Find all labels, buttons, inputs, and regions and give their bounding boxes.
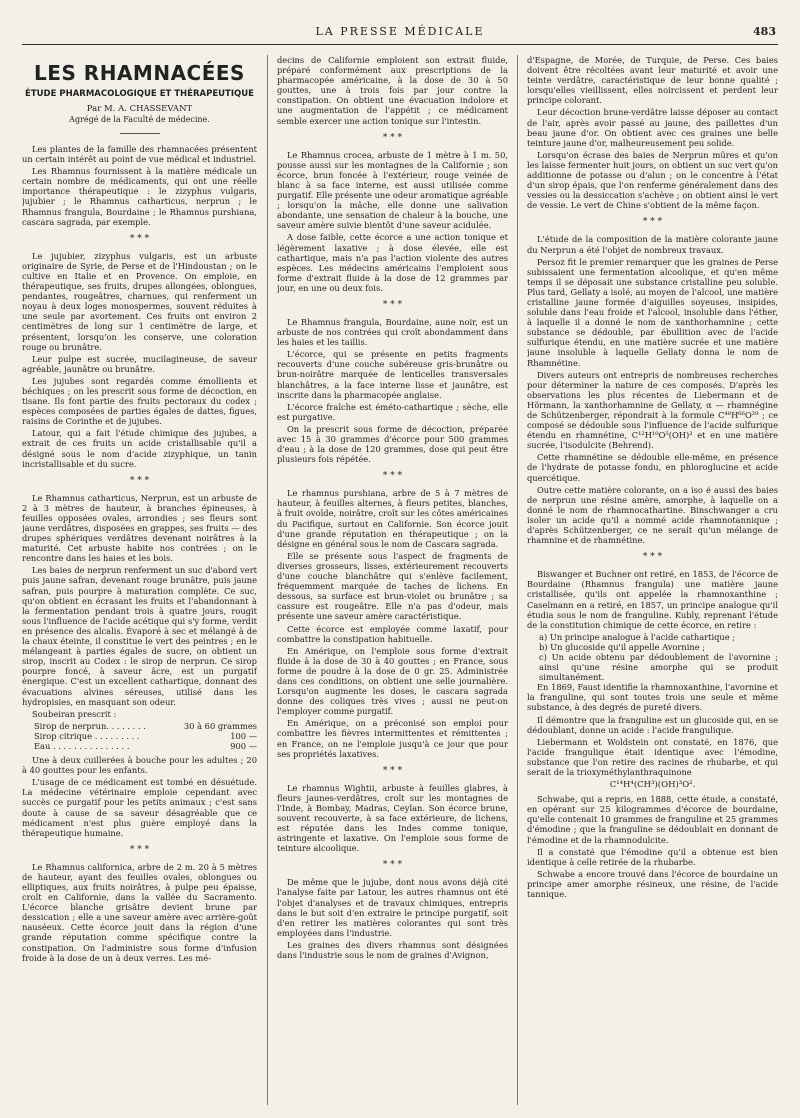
paragraph: On la prescrit sous forme de décoction, préparée avec 15 à 30 grammes d'écorce pour 500 grammes d'eau ; à la dose de 120 grammes, dose qui peut être plusieurs fois répétée. [277,423,508,465]
paragraph: A dose faible, cette écorce a une action tonique et légèrement laxative ; à dose élevée, elle est cathartique, mais n'a pas l'action violente des autres espèces. Les médecins américains l'emploient sous forme d'extrait fluide à la dose de 12 grammes par jour, en une ou deux fois. [277,232,508,293]
article-affiliation: Agrégé de la Faculté de médecine. [69,115,210,124]
section-separator: * * * [382,860,403,871]
paragraph: Lorsqu'on écrase des baies de Nerprun mûres et qu'on les laisse fermenter huit jours, on obtient un suc vert qu'on additionne de potasse ou d'alun ; on le concentre à l'état d'un sirop épais, que l'on renferme généralement dans des vessies ou la dessiccation s'achève ; on obtient ainsi le vert de vessie. Le vert de Chine s'obtient de la même façon. [527,149,778,211]
list-item: b) Un glucoside qu'il appelle Avornine ; [539,641,706,652]
section-separator: * * * [642,552,663,563]
recipe-item: Sirop de nerprun. . . . . . . . [34,720,146,731]
paragraph: d'Espagne, de Morée, de Turquie, de Perse. Ces baies doivent être récoltées avant leur maturité et avoir une teinte verdâtre, caractéristique de leur bonne qualité ; lorsqu'elles vieillissent, elles noircissent et perdent leur principe colorant. [527,55,778,106]
recipe-row [34,731,257,741]
paragraph: Latour, qui a fait l'étude chimique des jujubes, a extrait de ces fruits un acide cristallisable qu'il a désigné sous le nom d'acide zizyphique, un tanin incristallisable et du sucre. [22,428,257,469]
paragraph: Les baies de nerprun renferment un suc d'abord vert puis jaune safran, devenant rouge brunâtre, puis jaune safran, puis pourpre à maturation complète. Ce suc, qu'on obtient en écrasant les fruits et l'abandonnant à la fermentation pendant trois à quatre jours, rougit sous l'influence de l'acide acétique qui s'y forme, verdit en présence des alcalis. Évaporé à sec et mélangé à de la chaux éteinte, il constitue le vert des peintres ; en le mélangeant à parties égales de sucre, on obtient un sirop, inscrit au Codex : le sirop de nerprun. Ce sirop pourpre foncé, à saveur âcre, est un purgatif énergique. C'est un excellent cathartique, donnant des évacuations alvines séreuses, utilisé dans les hydropisies, en masquant son odeur. [22,565,257,707]
paragraph: L'étude de la composition de la matière colorante jaune du Nerprun a été l'objet de nombreux travaux. [527,234,778,255]
paragraph: De même que le jujube, dont nous avons déjà cité l'analyse faite par Latour, les autres rhamnus ont été l'objet d'analyses et de travaux chimiques, entrepris dans le but soit d'en extraire le principe purgatif, soit d'en retirer les matières colorantes qui sont très employées dans l'industrie. [277,877,508,938]
section-separator: * * * [642,217,663,228]
list-item: c) Un acide obtenu par dédoublement de l'avornine ; ainsi qu'une résine amorphe qui se produit simultanément. [539,651,778,683]
paragraph: Leur pulpe est sucrée, mucilagineuse, de saveur agréable, jaunâtre ou brunâtre. [22,353,257,374]
title-rule [120,133,160,134]
chemical-formula: C¹⁴H⁴(CH³)(OH)³O². [609,780,696,791]
section-separator: * * * [382,765,403,776]
paragraph: Schwabe, qui a repris, en 1888, cette étude, a constaté, en opérant sur 25 kilogrammes d'écorce de bourdaine, qu'elle contenait 10 grammes de franguline et 25 grammes d'émodine ; que la franguline se dédoublait en donnant de l'émodine et de la rhamnodulcite. [527,794,778,845]
paragraph: Elle se présente sous l'aspect de fragments de diverses grosseurs, lisses, extérieurement recouverts d'une couche blanchâtre qui s'enlève facilement, fréquemment marquée de taches de lichens. En dessous, sa surface est brun-violet ou brunâtre ; sa cassure est rougeâtre. Elle n'a pas d'odeur, mais présente une saveur amère caractéristique. [277,550,508,622]
article-subtitle: ÉTUDE PHARMACOLOGIQUE ET THÉRAPEUTIQUE [25,89,254,99]
article-author: Par M. A. CHASSEVANT [86,104,193,114]
section-separator: * * * [129,233,150,244]
list-item: a) Un principe analogue à l'acide cathartique ; [539,631,736,642]
page-number: 483 [753,25,776,38]
section-separator: * * * [382,471,403,482]
paragraph: Les plantes de la famille des rhamnacées présentent un certain intérêt au point de vue médical et industriel. [22,144,257,165]
paragraph: Soubeiran prescrit : [32,708,117,719]
paragraph: Le rhamnus purshiana, arbre de 5 à 7 mètres de hauteur, à feuilles alternes, à fleurs petites, blanches, à fruit ovoïde, noirâtre, croît sur les côtes américaines du Pacifique, surtout en Californie. Son écorce jouit d'une grande réputation en thérapeutique ; on la désigne en général sous le nom de Cascara sagrada. [277,488,508,549]
paragraph: En Amérique, on l'emploie sous forme d'extrait fluide à la dose de 30 à 40 gouttes ; en France, sous forme de poudre à la dose de 0 gr. 25. Administrée dans ces conditions, on obtient une selle journalière. Lorsqu'on augmente les doses, le cascara sagrada donne des coliques très vives ; aussi ne peut-on l'employer comme purgatif. [277,645,508,717]
paragraph: Le Rhamnus frangula, Bourdaine, aune noir, est un arbuste de nos contrées qui croît abondamment dans les haies et les taillis. [277,316,508,348]
paragraph: Une à deux cuillerées à bouche pour les adultes ; 20 à 40 gouttes pour les enfants. [22,755,257,776]
paragraph: Leur décoction brune-verdâtre laisse déposer au contact de l'air, après avoir passé au jaune, des paillettes d'un beau jaune d'or. On obtient avec ces graines une belle teinture jaune d'or, malheureusement peu solide. [527,107,778,148]
column-2 [277,55,508,1105]
recipe-qty: 900 — [230,740,257,751]
page-header [22,22,778,45]
column-3 [527,55,778,1105]
section-separator: * * * [129,475,150,486]
paragraph: Les Rhamnus fournissent à la matière médicale un certain nombre de médicaments, qui ont une réelle importance thérapeutique : le zizyphus vulgaris, jujubier ; le Rhamnus catharticus, nerprun ; le Rhamnus frangula, Bourdaine ; le Rhamnus purshiana, cascara sagrada, par exemple. [22,166,257,227]
paragraph: Outre cette matière colorante, on a iso é aussi des baies de nerprun une résine amère, amorphe, à laquelle on a donné le nom de rhamnocathartine. Binschwanger a cru isoler un acide qu'il a nommé acide rhamnotannique ; d'après Schützenberger, ce ne serait qu'un mélange de rhamnine et de rhamnétine. [527,484,778,546]
recipe-qty: 100 — [230,730,257,741]
paragraph: Il démontre que la franguline est un glucoside qui, en se dédoublant, donne un acide : l'acide frangulique. [527,714,778,735]
article-title: LES RHAMNACÉES [34,61,245,85]
paragraph: Les graines des divers rhamnus sont désignées dans l'industrie sous le nom de graines d'Avignon, [277,939,508,961]
column-1 [22,55,257,1105]
paragraph: Le jujubier, zizyphus vulgaris, est un arbuste originaire de Syrie, de Perse et de l'Hindoustan ; on le cultive en Italie et en Provence. On emploie, en thérapeutique, ses fruits, drupes allongées, oblongues, pendantes, rougeâtres, charnues, qui renferment un noyau à deux loges monospermes, souvent réduites à une seule par avortement. Ces fruits ont environ 2 centimètres de long sur 1 centimètre de large, et présentent, lorsqu'on les conserve, une coloration rouge ou brunâtre. [22,250,257,352]
recipe-row [34,721,257,731]
recipe-row [34,741,257,751]
section-separator: * * * [129,844,150,855]
paragraph: L'écorce fraîche est éméto-cathartique ; sèche, elle est purgative. [277,401,508,422]
paragraph: En 1869, Faust identifie la rhamnoxanthine, l'avornine et la franguline, qui sont toutes trois une seule et même substance, à des degrés de pureté divers. [527,682,778,713]
paragraph: Cette rhamnétine se dédouble elle-même, en présence de l'hydrate de potasse fondu, en phloroglucine et acide quercétique. [527,452,778,483]
paragraph: Le Rhamnus catharticus, Nerprun, est un arbuste de 2 à 3 mètres de hauteur, à branches épineuses, à feuilles opposées ovales, arrondies ; ses fleurs sont jaune verdâtres, disposées en grappes, ses fruits — des drupes sphériques verdâtres devenant noirâtres à la maturité. Cet arbuste habite nos contrées ; on le rencontre dans les haies et les bois. [22,492,257,564]
recipe-item: Sirop citrique . . . . . . . . . [34,730,140,741]
paragraph: Les jujubes sont regardés comme émollients et béchiques ; on les prescrit sous forme de décoction, en tisane. Ils font partie des fruits pectoraux du codex ; espèces composées de parties égales de dattes, figues, raisins de Corinthe et de jujubes. [22,375,257,427]
paragraph: Persoz fit le premier remarquer que les graines de Perse subissaient une fermentation alcoolique, et qu'en même temps il se déposait une substance cristalline peu soluble. Plus tard, Gellaty a isolé, au moyen de l'alcool, une matière cristalline jaune formée d'aiguilles soyeuses, insipides, soluble dans l'eau froide et l'alcool, insoluble dans l'éther, à laquelle il a donné le nom de xanthorhamnine ; cette substance se dédouble, par ébullition avec de l'acide sulfurique étendu, en une matière sucrée et une matière jaune insoluble à laquelle Gellaty donna le nom de Rhamnétine. [527,256,778,368]
recipe-item: Eau . . . . . . . . . . . . . . . [34,740,130,751]
journal-title: LA PRESSE MÉDICALE [315,25,485,38]
paragraph: L'usage de ce médicament est tombé en désuétude. La médecine vétérinaire emploie cependant avec succès ce purgatif pour les petits animaux ; c'est sans doute à cause de sa saveur désagréable que ce médicament n'est plus guère employé dans la thérapeutique humaine. [22,777,257,838]
section-separator: * * * [382,132,403,143]
paragraph: Cette écorce est employée comme laxatif, pour combattre la constipation habituelle. [277,623,508,644]
paragraph: L'écorce, qui se présente en petits fragments recouverts d'une couche subéreuse gris-brunâtre ou brun-noirâtre marquée de lenticelles transversales blanchâtres, a la face interne lisse et jaunâtre, est inscrite dans la pharmacopée anglaise. [277,349,508,400]
paragraph: Liebermann et Woldstein ont constaté, en 1876, que l'acide frangulique était identique avec l'émodine, substance que l'on retire des racines de rhubarbe, et qui serait de la trioxyméthylanthraquinone [527,736,778,777]
paragraph: En Amérique, on a préconisé son emploi pour combattre les fièvres intermittentes et rémittentes ; en France, on ne l'emploie jusqu'à ce jour que pour ses propriétés laxatives. [277,718,508,759]
paragraph: Le Rhamnus crocea, arbuste de 1 mètre à 1 m. 50, pousse aussi sur les montagnes de la Californie ; son écorce, brun foncée à l'extérieur, rouge veinée de blanc à sa face interne, est aussi utilisée comme purgatif. Elle présente une odeur aromatique agréable ; lorsqu'on la mâche, elle donne une salivation abondante, une sensation de chaleur à la bouche, une saveur amère suivie bientôt d'une saveur acidulée. [277,149,508,231]
recipe-table [34,721,257,751]
recipe-qty: 30 à 60 grammes [183,720,257,731]
paragraph: Il a constaté que l'émodine qu'il a obtenue est bien identique à celle retirée de la rhubarbe. [527,846,778,867]
section-separator: * * * [382,299,403,310]
paragraph: Divers auteurs ont entrepris de nombreuses recherches pour déterminer la nature de ces composés. D'après les observations les plus récentes de Liebermann et de Hörmann, la xanthorhamnine de Gellaty, α — rhamnégine de Schützenberger, répondrait à la formule C⁴⁸H⁶⁶O²⁹ ; ce composé se dédouble sous l'influence de l'acide sulfurique étendu en rhamnétine, C¹²H¹⁰O⁵(OH)² et en une matière sucrée, l'isodulcite (Behrend). [527,369,778,451]
paragraph: Schwabe a encore trouvé dans l'écorce de bourdaine un principe amer amorphe résineux, une résine, de l'acide tannique. [527,868,778,900]
paragraph: decins de Californie emploient son extrait fluide, préparé conformément aux prescriptions de la pharmacopée américaine, à la dose de 30 à 50 gouttes, une à trois fois par jour contre la constipation. On obtient une évacuation indolore et une augmentation de l'appétit ; ce médicament semble exercer une action tonique sur l'intestin. [277,55,508,126]
column-divider [267,55,268,1105]
paragraph: Biswanger et Buchner ont retiré, en 1853, de l'écorce de Bourdaine (Rhamnus frangula) une matière jaune cristallisée, qu'ils ont appelée la rhamnoxanthine ; Caselmann en a retiré, en 1857, un principe analogue qu'il étudia sous le nom de franguline. Kubly, reprenant l'étude de la constitution chimique de cette écorce, en retire : [527,569,778,630]
paragraph: Le Rhamnus californica, arbre de 2 m. 20 à 5 mètres de hauteur, ayant des feuilles ovales, oblongues ou elliptiques, aux fruits noirâtres, à pulpe peu épaisse, croît en Californie, dans la vallée du Sacramento. L'écorce blanche grisâtre devient brune par dessication ; elle a une saveur amère avec arrière-goût nauséeux. Cette écorce jouit dans la région d'une grande réputation comme spécifique contre la constipation. On l'administre sous forme d'infusion froide à la dose de un à deux verres. Les mé- [22,861,257,963]
paragraph: Le rhamnus Wightii, arbuste à feuilles glabres, à fleurs jaunes-verdâtres, croît sur les montagnes de l'Inde, à Bombay, Madras, Ceylan. Son écorce brune, souvent recouverte, à sa face extérieure, de lichens, est réputée dans les Indes comme tonique, astringente et laxative. On l'emploie sous forme de teinture alcoolique. [277,782,508,854]
column-divider [517,55,518,1105]
